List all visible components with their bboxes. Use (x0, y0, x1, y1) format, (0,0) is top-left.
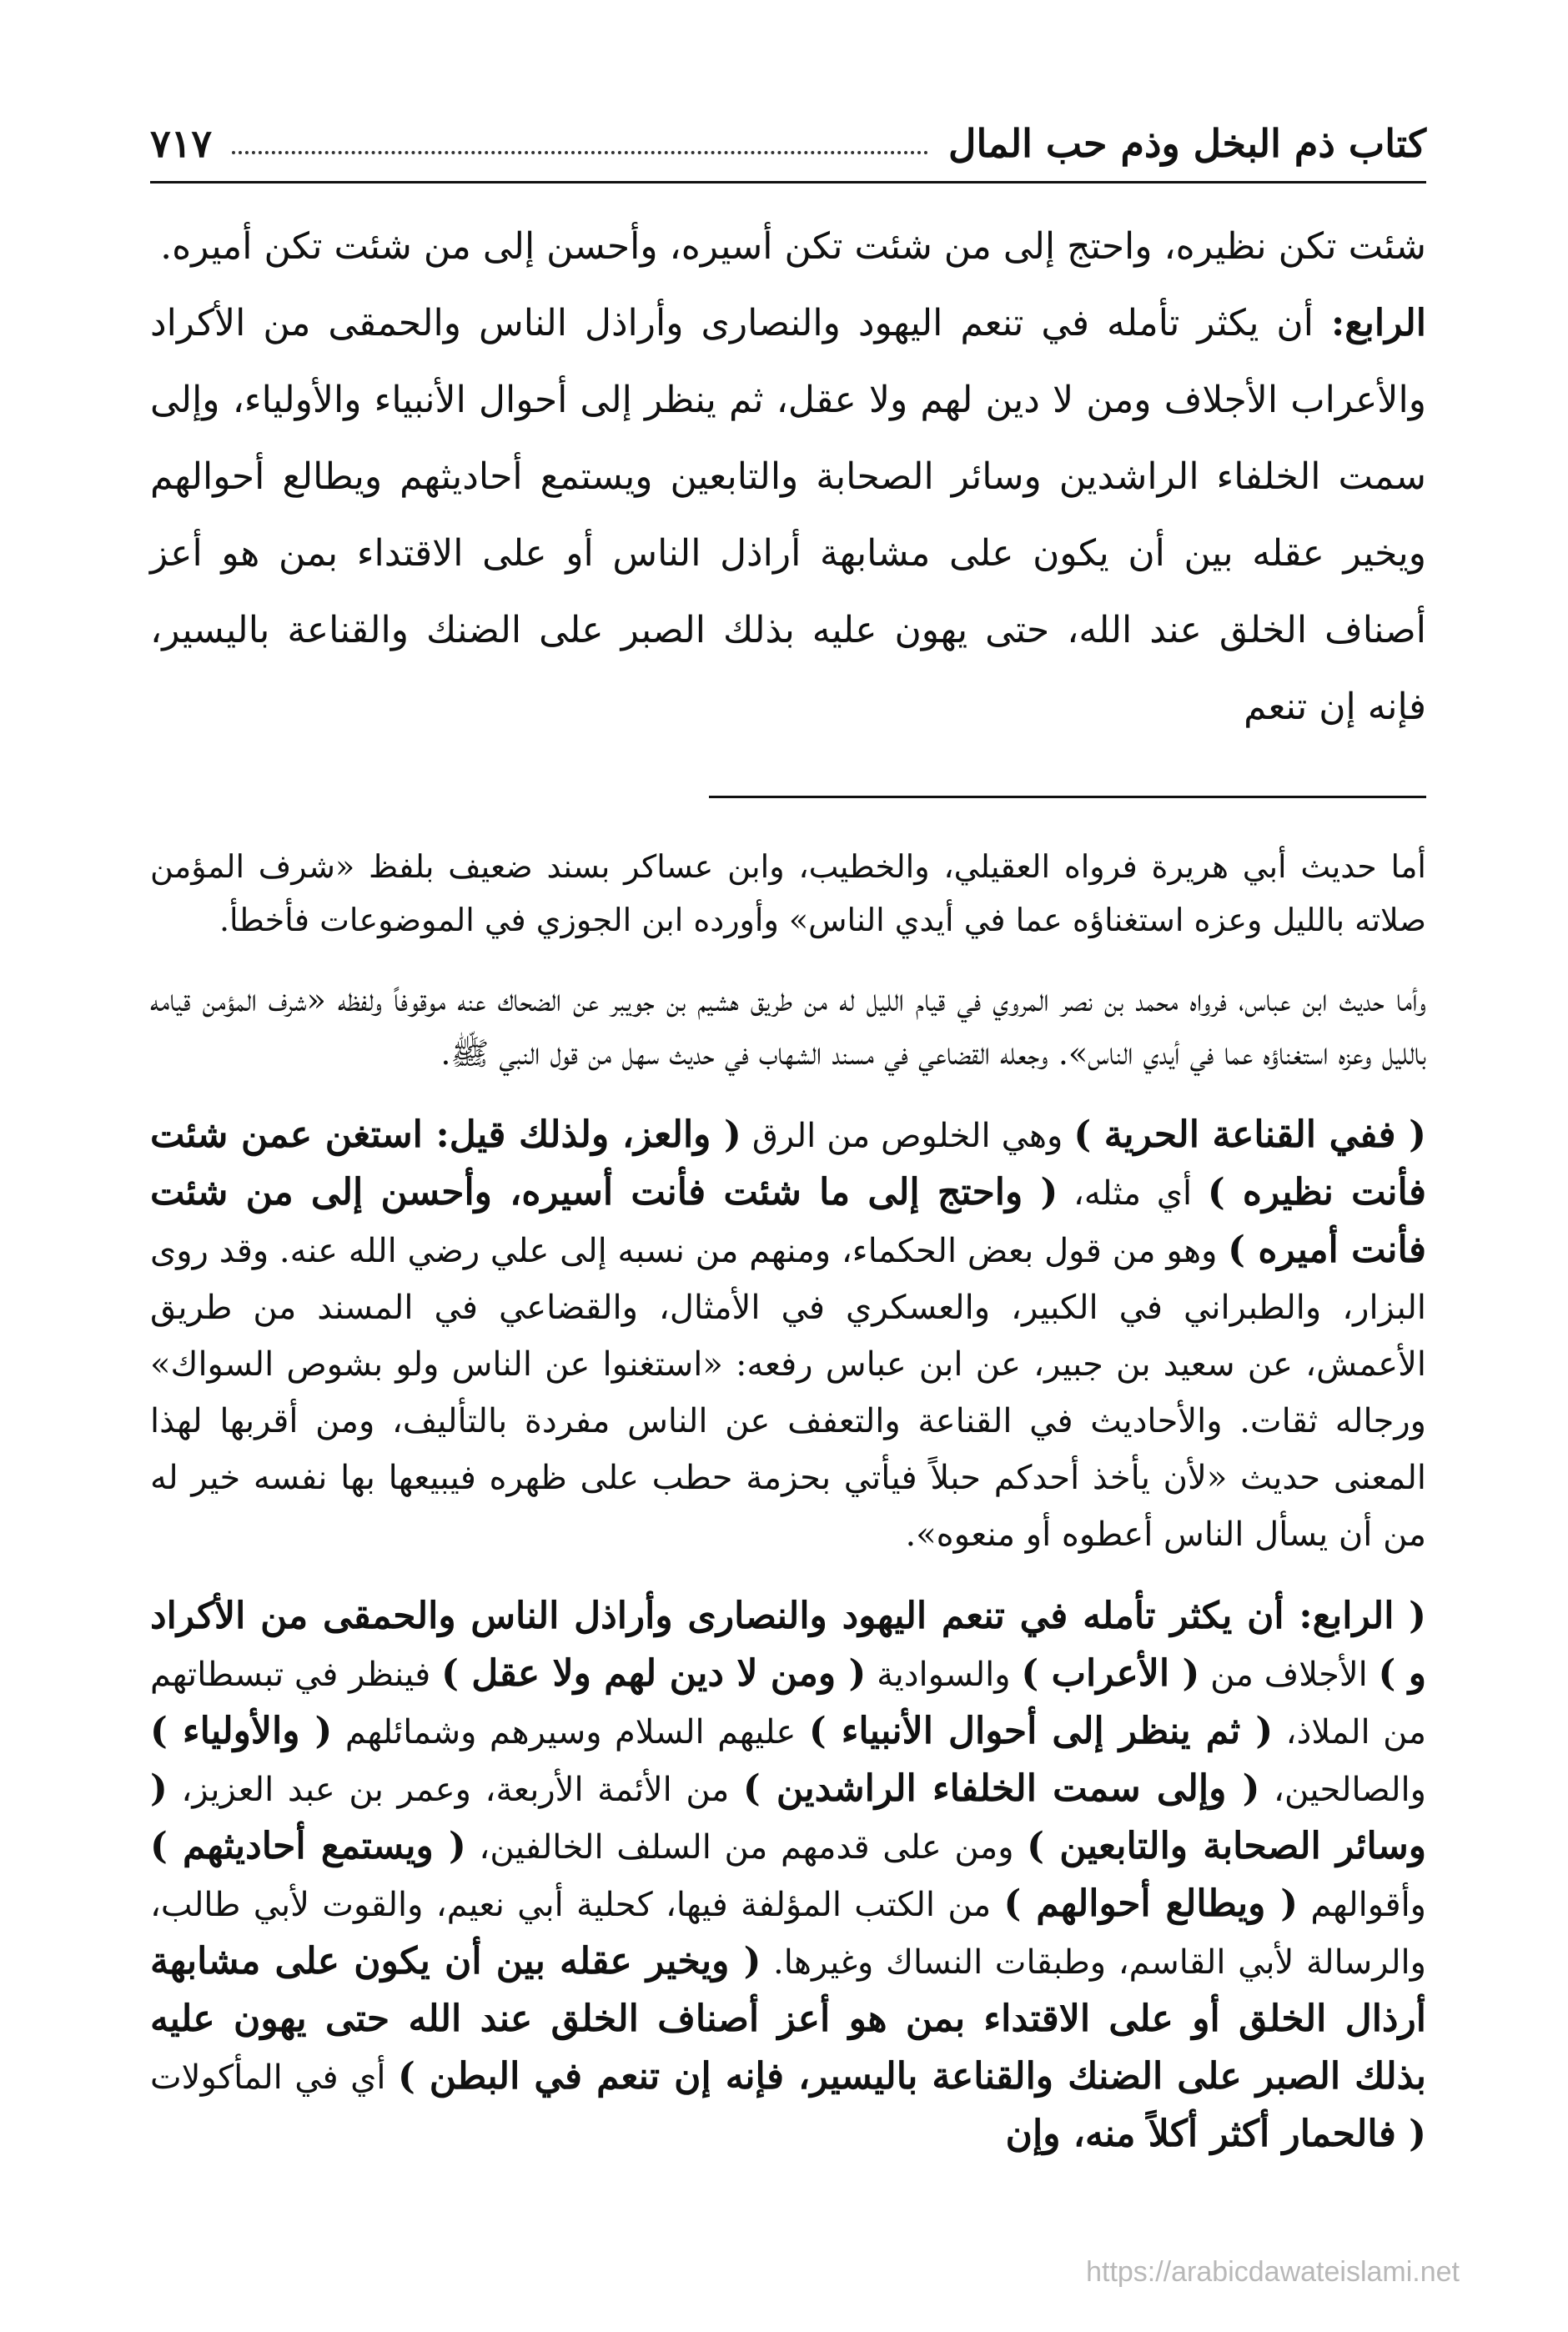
commentary-text: ومن على قدمهم من السلف الخالفين، (465, 1828, 1028, 1867)
quoted-text: ( والأولياء ) (150, 1710, 333, 1752)
commentary-text: فينظر في تبسطاتهم من الملاذ، (150, 1656, 1426, 1752)
commentary-paragraph-2 (150, 1588, 1426, 2164)
header-dotted-leader (232, 151, 928, 154)
watermark-url: https://arabicdawateislami.net (1086, 2256, 1460, 2288)
commentary-text: من الأئمة الأربعة، وعمر بن عبد العزيز، (167, 1771, 743, 1809)
commentary-text: أي مثله، (1058, 1174, 1208, 1213)
commentary-text: عليهم السلام وسيرهم وشمائلهم (332, 1713, 809, 1752)
quoted-text: ( الأعراب ) (1021, 1652, 1200, 1695)
quoted-text: ( وإلى سمت الخلفاء الراشدين ) (742, 1767, 1260, 1810)
quoted-text: ( واحتج إلى ما شئت فأنت أسيره، وأحسن إلى من شئت فأنت أميره ) (150, 1171, 1426, 1271)
page-header (150, 92, 1426, 183)
quoted-text: ( ويخير عقله بين أن يكون على مشابهة أرذال الخلق أو على الاقتداء بمن هو أعز أصناف الخلق عند الله حتى يهون عليه بذلك الصبر على الضنك والقناعة باليسير، فإنه إن تنعم في البطن ) (150, 1940, 1426, 2098)
main-lead-word: الرابع: (1330, 302, 1426, 344)
commentary-paragraph-1 (150, 1107, 1426, 1563)
quoted-text: ( والعز، ولذلك قيل: استغن عمن شئت فأنت نظيره ) (150, 1113, 1426, 1214)
footnote-abu-huraira: أما حديث أبي هريرة فرواه العقيلي، والخطيب، وابن عساكر بسند ضعيف بلفظ «شرف المؤمن صلاته بالليل وعزه استغناؤه عما في أيدي الناس» وأورده ابن الجوزي في الموضوعات فأخطأ. (150, 848, 1426, 938)
commentary-text: من الكتب المؤلفة فيها، كحلية أبي نعيم، والقوت لأبي طالب، والرسالة لأبي القاسم، وطبقات النساك وغيرها. (150, 1886, 1426, 1982)
chapter-title: كتاب ذم البخل وذم حب المال (948, 121, 1426, 166)
quoted-text: ( فالحمار أكثر أكلاً منه، وإن (1005, 2113, 1426, 2155)
main-intro-line: شئت تكن نظيره، واحتج إلى من شئت تكن أسيره، وأحسن إلى من شئت تكن أميره. (160, 225, 1426, 268)
main-paragraph-text: أن يكثر تأمله في تنعم اليهود والنصارى وأراذل الناس والحمقى من الأكراد والأعراب الأجلاف ومن لا دين لهم ولا عقل، ثم ينظر إلى أحوال الأنبياء والأولياء، وإلى سمت الخلفاء الراشدين وسائر الصحابة والتابعين ويستمع أحاديثهم ويطالع أحوالهم ويخير عقله بين أن يكون على مشابهة أراذل الناس أو على الاقتداء بمن هو أعز أصناف الخلق عند الله، حتى يهون عليه بذلك الصبر على الضنك والقناعة باليسير، فإنه إن تنعم (150, 302, 1426, 728)
footnote-divider (709, 796, 1426, 798)
page-number: ٧١٧ (150, 121, 213, 166)
quoted-text: ( ثم ينظر إلى أحوال الأنبياء ) (808, 1710, 1274, 1752)
quoted-text: ( ومن لا دين لهم ولا عقل ) (441, 1652, 867, 1695)
commentary-text: والسوادية (866, 1656, 1022, 1694)
book-page (150, 92, 1426, 2277)
main-paragraph (150, 285, 1426, 746)
footnote-ibn-abbas: وأما حديث ابن عباس، فرواه محمد بن نصر المروي في قيام الليل له من طريق هشيم بن جويبر عن الضحاك عنه موقوفاً ولفظه «شرف المؤمن قيامه بالليل وعزه استغناؤه عما في أيدي الناس». وجعله القضاعي في مسند الشهاب في حديث سهل من قول النبي ﷺ. (150, 982, 1426, 1072)
commentary (150, 1107, 1426, 2164)
commentary-text: الأجلاف من (1199, 1656, 1379, 1694)
commentary-text: وأقوالهم (1298, 1886, 1426, 1924)
quoted-text: ( وسائر الصحابة والتابعين ) (150, 1767, 1427, 1867)
commentary-text: والصالحين، (1259, 1771, 1426, 1809)
quoted-text: ( ويستمع أحاديثهم ) (150, 1825, 466, 1867)
quoted-text: ( ويطالع أحوالهم ) (1003, 1882, 1299, 1925)
footnotes (150, 840, 1426, 1080)
main-text (150, 209, 1426, 746)
quoted-text: ( الرابع: أن يكثر تأمله في تنعم اليهود والنصارى وأراذل الناس والحمقى من الأكراد و ) (150, 1595, 1427, 1695)
commentary-text: وهي الخلوص من الرق (741, 1117, 1074, 1155)
commentary-text: أي في المأكولات (150, 2058, 398, 2097)
quoted-text: ( ففي القناعة الحرية ) (1073, 1113, 1426, 1156)
commentary-text: وهو من قول بعض الحكماء، ومنهم من نسبه إلى علي رضي الله عنه. وقد روى البزار، والطبراني في الكبير، والعسكري في الأمثال، والقضاعي في المسند من طريق الأعمش، عن سعيد بن جبير، عن ابن عباس رفعه: «استغنوا عن الناس ولو بشوص السواك» ورجاله ثقات. والأحاديث في القناعة والتعفف عن الناس مفردة بالتأليف، ومن أقربها لهذا المعنى حديث «لأن يأخذ أحدكم حبلاً فيأتي بحزمة حطب على ظهره فيبيعها بها نفسه خير له من أن يسأل الناس أعطوه أو منعوه». (150, 1232, 1426, 1554)
